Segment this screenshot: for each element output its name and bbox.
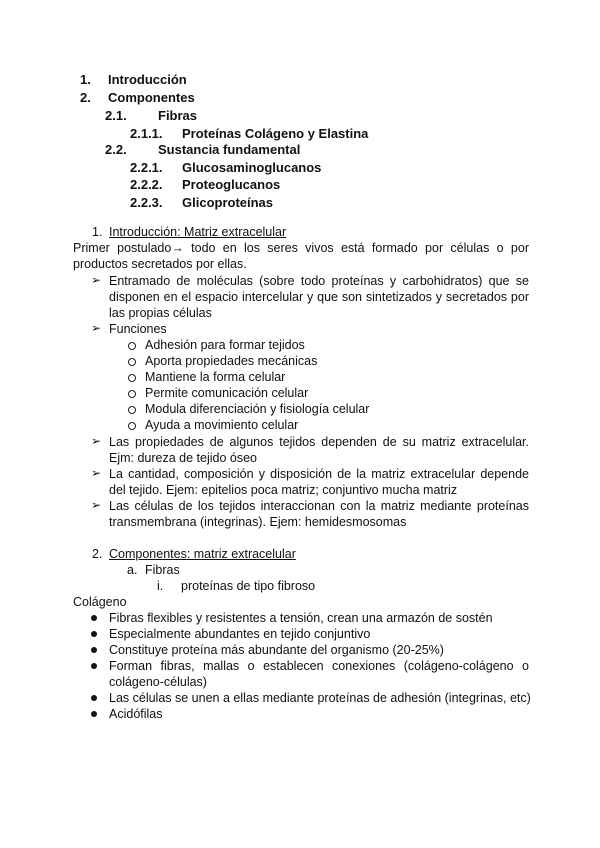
toc-number: 1. — [80, 72, 91, 87]
toc-entry: Glicoproteínas — [182, 195, 274, 210]
collagen-item: Acidófilas — [109, 707, 163, 721]
toc-entry: Proteínas Colágeno y Elastina — [182, 126, 369, 141]
toc-entry: Sustancia fundamental — [158, 142, 301, 157]
function-item: Mantiene la forma celular — [145, 370, 286, 384]
sub-item-proteinas: proteínas de tipo fibroso — [181, 579, 316, 593]
function-item: Ayuda a movimiento celular — [145, 418, 299, 432]
disc-bullet-icon — [91, 631, 97, 637]
bullet-text: Las células de los tejidos interaccionan con la matriz mediante proteínas transmembrana (integrinas). Ejem: hemidesmosomas — [109, 499, 529, 529]
disc-bullet-icon — [91, 663, 97, 669]
arrow-bullet-icon: ➢ — [91, 466, 102, 480]
collagen-item: Fibras flexibles y resistentes a tensión, crean una armazón de sostén — [109, 611, 493, 625]
collagen-title: Colágeno — [73, 595, 127, 609]
toc-number: 2.2.2. — [130, 177, 163, 192]
circle-bullet-icon — [128, 406, 136, 414]
bullet-text: Funciones — [109, 322, 167, 336]
arrow-bullet-icon: ➢ — [91, 434, 102, 448]
list-marker: a. — [127, 563, 138, 577]
collagen-item: Las células se unen a ellas mediante proteínas de adhesión (integrinas, etc) — [109, 691, 531, 705]
section-number: 1. — [92, 225, 103, 239]
section-number: 2. — [92, 547, 103, 561]
section-heading: Introducción: Matriz extracelular — [109, 225, 287, 239]
toc-number: 2.1. — [105, 108, 127, 123]
function-item: Aporta propiedades mecánicas — [145, 354, 318, 368]
toc-number: 2.2.3. — [130, 195, 163, 210]
toc-entry: Glucosaminoglucanos — [182, 160, 322, 175]
circle-bullet-icon — [128, 342, 136, 350]
toc-number: 2.2.1. — [130, 160, 163, 175]
section-heading: Componentes: matriz extracelular — [109, 547, 296, 561]
circle-bullet-icon — [128, 390, 136, 398]
intro-paragraph: Primer postulado→ todo en los seres vivos está formado por células o por productos secretados por ellas. — [73, 241, 529, 271]
toc-number: 2. — [80, 90, 91, 105]
function-item: Modula diferenciación y fisiología celular — [145, 402, 370, 416]
function-item: Permite comunicación celular — [145, 386, 309, 400]
disc-bullet-icon — [91, 647, 97, 653]
toc-number: 2.1.1. — [130, 126, 163, 141]
disc-bullet-icon — [91, 615, 97, 621]
circle-bullet-icon — [128, 422, 136, 430]
function-item: Adhesión para formar tejidos — [145, 338, 305, 352]
bullet-text: Entramado de moléculas (sobre todo proteínas y carbohidratos) que se disponen en el espacio intercelular y que son sintetizados y secretados por las propias células — [109, 274, 529, 320]
toc-entry: Proteoglucanos — [182, 177, 281, 192]
list-marker: i. — [157, 579, 164, 593]
toc-number: 2.2. — [105, 142, 127, 157]
circle-bullet-icon — [128, 374, 136, 382]
toc-entry: Componentes — [108, 90, 195, 105]
toc-entry: Introducción — [108, 72, 187, 87]
disc-bullet-icon — [91, 711, 97, 717]
arrow-bullet-icon: ➢ — [91, 273, 102, 287]
arrow-bullet-icon: ➢ — [91, 498, 102, 512]
collagen-item: Constituye proteína más abundante del organismo (20-25%) — [109, 643, 444, 657]
circle-bullet-icon — [128, 358, 136, 366]
sub-item-fibras: Fibras — [145, 563, 180, 577]
arrow-bullet-icon: ➢ — [91, 321, 102, 335]
bullet-text: Las propiedades de algunos tejidos dependen de su matriz extracelular. Ejm: dureza de tejido óseo — [109, 435, 529, 465]
collagen-item: Especialmente abundantes en tejido conjuntivo — [109, 627, 371, 641]
toc-entry: Fibras — [158, 108, 198, 123]
collagen-item: Forman fibras, mallas o establecen conexiones (colágeno-colágeno o colágeno-células) — [109, 659, 529, 689]
bullet-text: La cantidad, composición y disposición de la matriz extracelular depende del tejido. Ejem: epitelios poca matriz; conjuntivo mucha matriz — [109, 467, 529, 497]
disc-bullet-icon — [91, 695, 97, 701]
